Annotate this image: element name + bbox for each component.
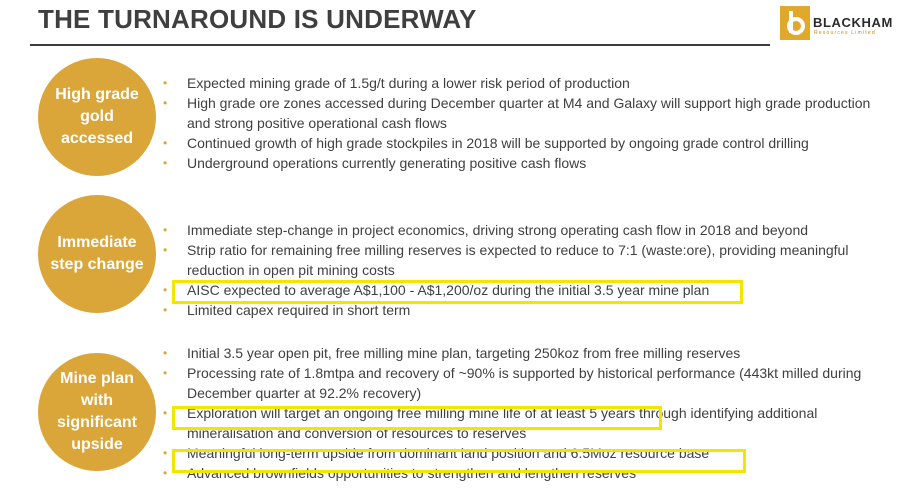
section-bullets-step-change [163,220,903,320]
bullet-icon: • [163,466,168,480]
bullet-icon: • [163,406,168,420]
list-item: • High grade ore zones accessed during December quarter at M4 and Galaxy will support high grade production and strong positive operational cash flows [163,95,871,131]
list-item: • Strip ratio for remaining free milling reserves is expected to reduce to 7:1 (waste:ore), providing meaningful reduction in open pit mining costs [163,242,849,278]
list-item: • Underground operations currently generating positive cash flows [163,155,587,171]
page-title: THE TURNAROUND IS UNDERWAY [38,4,477,34]
section-badge-mine-plan [38,353,156,471]
title-underline [30,44,770,46]
list-item: • Immediate step-change in project economics, driving strong operating cash flow in 2018 and beyond [163,222,809,238]
bullet-icon: • [163,223,168,237]
bullet-icon: • [163,283,168,297]
bullet-icon: • [163,446,168,460]
highlight-box-aisc [172,280,743,304]
section-badge-label: Mine plan with significant upside [56,370,137,453]
bullet-icon: • [163,366,168,380]
list-item: • AISC expected to average A$1,100 - A$1,200/oz during the initial 3.5 year mine plan [163,282,710,298]
list-item: • Initial 3.5 year open pit, free milling mine plan, targeting 250koz from free milling reserves [163,345,741,361]
bullet-icon: • [163,303,168,317]
list-item: • Advanced brownfields opportunities to strengthen and lengthen reserves [163,465,637,481]
bullet-icon: • [163,136,168,150]
section-badge-label: Immediate step change [50,234,144,273]
logo-wordmark: BLACKHAM [813,15,893,30]
highlight-box-long-term-upside [172,449,746,473]
bullet-icon: • [163,96,168,110]
blackham-logo-icon [780,6,810,40]
bullet-icon: • [163,156,168,170]
list-item: • Continued growth of high grade stockpiles in 2018 will be supported by ongoing grade control drilling [163,135,809,151]
list-item: • Expected mining grade of 1.5g/t during a lower risk period of production [163,75,630,91]
bullet-icon: • [163,346,168,360]
list-item: • Exploration will target an ongoing free milling mine life of at least 5 years through identifying additional mineralisation and conversion of resources to reserves [163,405,818,441]
company-logo [780,6,905,42]
section-bullets-high-grade [163,73,883,173]
bullet-icon: • [163,76,168,90]
list-item: • Meaningful long-term upside from dominant land position and 6.5Moz resource base [163,445,710,461]
list-item: • Limited capex required in short term [163,302,411,318]
bullet-icon: • [163,243,168,257]
logo-subtitle: Resources Limited [814,30,876,36]
section-badge-high-grade [38,58,156,176]
section-badge-step-change [38,195,156,313]
section-badge-label: High grade gold accessed [55,86,139,147]
highlight-box-exploration [172,406,662,430]
list-item: • Processing rate of 1.8mtpa and recovery of ~90% is supported by historical performance (443kt milled during December quarter at 92.2% recovery) [163,365,862,401]
